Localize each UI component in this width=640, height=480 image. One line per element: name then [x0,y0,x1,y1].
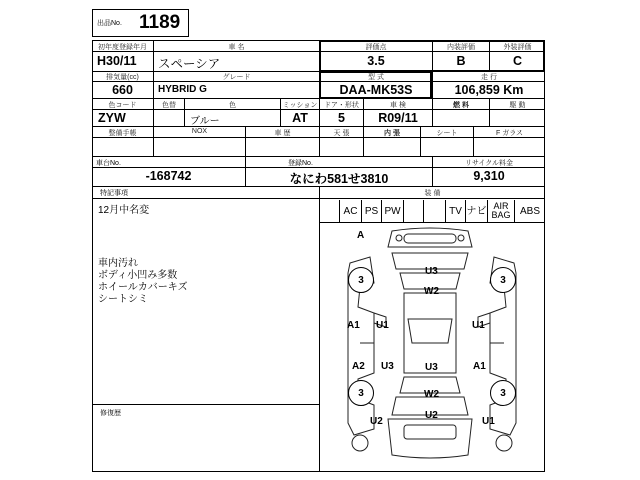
door-label: ドア・形状 [324,102,359,109]
color-label: 色 [229,102,236,109]
mileage-value: 106,859 Km [454,83,524,97]
roof-label: 天 張 [333,130,350,137]
damage-u1-left: U1 [376,320,389,331]
registration-value: なにわ581せ3810 [289,172,389,186]
mileage-label: 走 行 [481,74,497,81]
wheel-marker-bl [352,435,368,451]
equip-blank [319,200,339,222]
color-replace-label: 色替 [162,102,176,109]
equip-airbag: AIR BAG [487,200,514,222]
row-divider [92,404,319,405]
color-code-value: ZYW [98,111,126,125]
chassis-value: -168742 [145,169,192,183]
damage-u1-bottom: U1 [482,416,495,427]
equip-navi: ナビ [465,200,487,222]
year-value: H30/11 [97,54,137,68]
score-value: 3.5 [367,54,385,68]
drive-label: 駆 動 [509,102,526,109]
damage-a1-left: A1 [347,320,360,331]
headlight-left [396,235,402,241]
manual-label: 整備手帳 [108,130,137,137]
damage-u2-center: U2 [425,410,438,421]
exterior-label: 外装評価 [503,44,532,51]
model-label: 型 式 [368,74,384,81]
fuel-label: 燃 料 [453,102,469,109]
damage-a1-right: A1 [473,361,486,372]
equip-tv: TV [445,200,465,222]
exterior-value: C [512,54,523,68]
car-name-value: スペーシア [158,57,221,71]
equip-ac: AC [339,200,361,222]
lot-number: 1189 [139,12,181,33]
equip-pw: PW [381,200,403,222]
grade-label: グレード [222,74,251,81]
recycle-label: リサイクル料金 [464,160,514,167]
repair-history-label: 修復歴 [100,410,121,417]
roof-center [408,319,452,343]
rear-plate-outline [404,425,456,439]
damage-circle-rear-left: 3 [348,380,374,406]
special-notes-text: 12月中名変 [98,205,150,216]
headlight-right [458,235,464,241]
equip-ps: PS [361,200,381,222]
damage-a-top: A [357,230,365,241]
registration-label: 登録No. [288,160,313,167]
door-value: 5 [338,111,345,125]
lot-number-box [92,9,189,37]
damage-a2-left: A2 [352,361,365,372]
inspection-value: R09/11 [378,111,418,125]
condition-line-4: シートシミ [98,294,148,305]
equip-empty-2 [423,200,445,222]
front-grille-outline [404,234,456,243]
damage-u1-right: U1 [472,320,485,331]
nox-label: NOX [191,128,208,135]
damage-circle-front-left: 3 [348,267,374,293]
interior-label: 内装評価 [447,44,475,51]
mission-label: ミッション [282,102,318,109]
chassis-label: 車台No. [96,160,121,167]
displacement-label: 排気量(cc) [106,74,139,81]
interior-trim-label: 内 張 [384,130,400,137]
equip-empty-1 [403,200,423,222]
front-bumper-outline [388,228,472,247]
grade-value: HYBRID G [158,84,207,95]
roof-outline [404,293,456,373]
interior-value: B [456,54,466,68]
damage-circle-front-right: 3 [490,267,516,293]
mission-value: AT [292,111,308,125]
inspection-label: 車 検 [390,102,406,109]
special-notes-label: 特記事項 [100,190,128,197]
recycle-value: 9,310 [473,169,505,183]
damage-u3-left: U3 [381,361,394,372]
year-label: 初年度登録年月 [98,44,147,51]
condition-line-2: ボディ小凹み多数 [98,270,178,281]
seat-label: シート [436,130,458,137]
color-code-label: 色コード [108,102,137,109]
damage-u2-left: U2 [370,416,383,427]
model-value: DAA-MK53S [339,83,413,97]
score-label: 評価点 [365,44,387,51]
wheel-marker-br [496,435,512,451]
damage-circle-rear-right: 3 [490,380,516,406]
row-divider [92,156,545,157]
damage-u3-center: U3 [425,362,438,373]
glass-label: F ガラス [495,130,523,137]
damage-w2-top: W2 [424,286,439,297]
damage-u3-top: U3 [425,266,438,277]
equip-abs: ABS [514,200,545,222]
damage-w2-rear: W2 [424,389,439,400]
history-label: 車 歴 [274,130,291,137]
condition-line-1: 車内汚れ [98,258,138,269]
displacement-value: 660 [112,83,133,97]
color-value: ブルー [190,116,220,127]
equipment-label: 装 備 [424,190,441,197]
lot-label: 出品No. [97,20,122,27]
car-name-label: 車 名 [228,44,245,51]
condition-line-3: ホイールカバーキズ [98,282,188,293]
car-diagram [320,223,544,471]
